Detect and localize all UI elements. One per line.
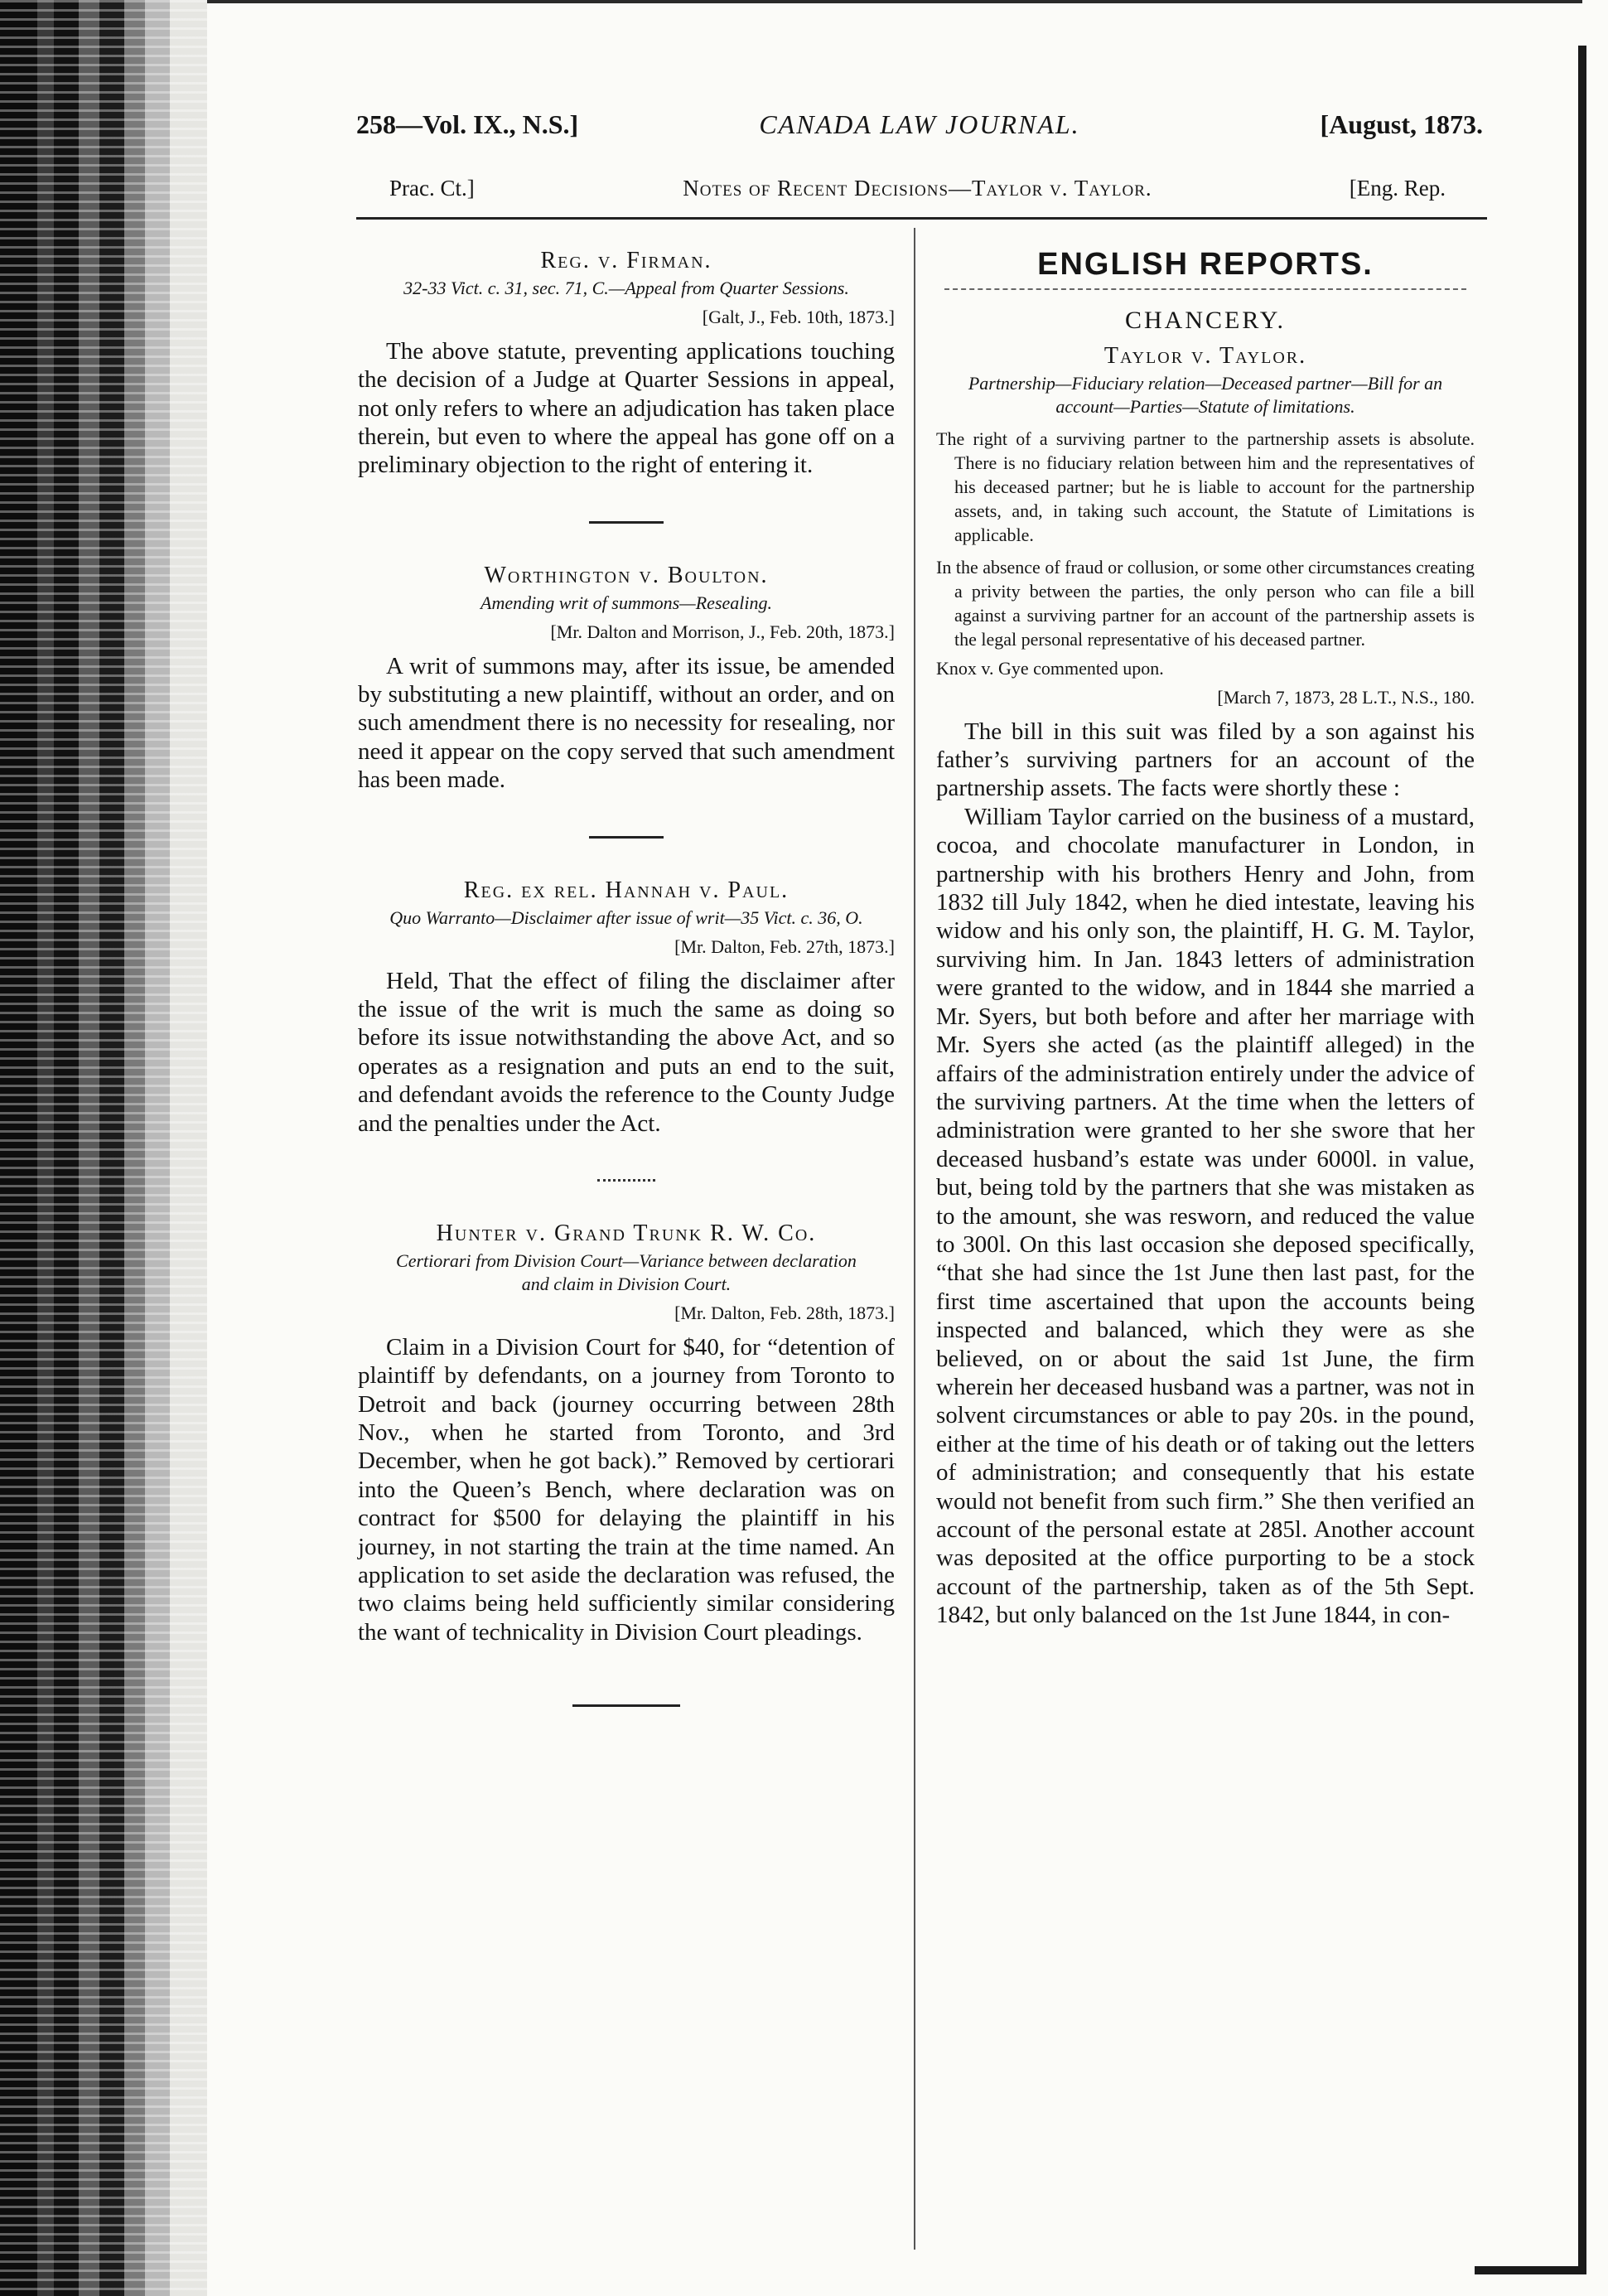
case-citation: [Mr. Dalton, Feb. 28th, 1873.] xyxy=(674,1303,895,1324)
english-reports-heading: ENGLISH REPORTS. xyxy=(1037,247,1374,282)
case-headnote: Amending writ of summons—Resealing. xyxy=(480,592,772,614)
case-reference: Knox v. Gye commented upon. xyxy=(936,658,1164,679)
column-divider xyxy=(914,228,915,2250)
case-body: Claim in a Division Court for $40, for “detention of plaintiff by defendants, on a journey from Toronto to Detroit and back (journey occurring between 28th Nov., when he started from Toronto, and 3rd December, when he got back).” Removed by certiorari into the Queen’s Bench, where declaration was on contract for $500 for delaying the plaintiff in his journey, in not starting the train at the time named. An application to set aside the declaration was refused, the two claims being held sufficiently similar considering the want of technicality in Division Court pleadings. xyxy=(358,1333,895,1646)
case-separator xyxy=(597,1179,655,1182)
page-top-edge xyxy=(207,0,1582,3)
court-heading: CHANCERY. xyxy=(1125,307,1286,335)
section-center: Notes of Recent Decisions—Taylor v. Taylor. xyxy=(683,176,1152,201)
case-body: A writ of summons may, after its issue, be amended by substituting a new plaintiff, without an order, and on such amendment there is no necessity for resealing, nor need it appear on the copy served that such amendment has been made. xyxy=(358,652,895,794)
case-title: Worthington v. Boulton. xyxy=(484,562,769,588)
case-citation: [Galt, J., Feb. 10th, 1873.] xyxy=(702,307,895,328)
section-right: [Eng. Rep. xyxy=(1349,176,1446,201)
case-body: Held, That the effect of filing the disclaimer after the issue of the writ is much the same as doing so before its issue notwithstanding the above Act, and so operates as a resignation and puts an end to the suit, and defendant avoids the reference to the County Judge and the penalties under the Act. xyxy=(358,967,895,1137)
holding-point: In the absence of fraud or collusion, or some other circumstances creating a privity between the parties, the only person who can file a bill against a surviving partner for an account of the partnership assets is the legal personal representative of his deceased partner. xyxy=(936,557,1475,650)
header-journal-title: CANADA LAW JOURNAL. xyxy=(759,109,1080,139)
right-column xyxy=(936,240,1475,1630)
header-volume: 258—Vol. IX., N.S.] xyxy=(356,109,579,139)
case-title: Hunter v. Grand Trunk R. W. Co. xyxy=(436,1220,817,1246)
case-body: The above statute, preventing applications touching the decision of a Judge at Quarter Sessions in appeal, not only refers to where an adjudication has taken place therein, but even to where the appeal has gone off on a preliminary objection to the right of entering it. xyxy=(358,337,895,479)
case-separator xyxy=(589,521,664,524)
heading-rule xyxy=(944,288,1466,290)
case-body: The bill in this suit was filed by a son against his father’s surviving partners for an account of the partnership assets. The facts were shortly these : xyxy=(936,718,1475,802)
case-headnote: Partnership—Fiduciary relation—Deceased partner—Bill for an account—Parties—Statute of limitations. xyxy=(968,373,1443,418)
case-headnote: 32-33 Vict. c. 31, sec. 71, C.—Appeal from Quarter Sessions. xyxy=(403,278,849,299)
case-title: Taylor v. Taylor. xyxy=(1103,342,1307,369)
case-separator xyxy=(589,836,664,839)
header-date: [August, 1873. xyxy=(1320,109,1483,139)
case-headnote: Quo Warranto—Disclaimer after issue of writ—35 Vict. c. 36, O. xyxy=(389,907,863,929)
page-bottom-edge xyxy=(1475,2266,1586,2274)
case-citation: [March 7, 1873, 28 L.T., N.S., 180. xyxy=(1217,687,1475,708)
case-headnote: Certiorari from Division Court—Variance between declaration and claim in Division Court. xyxy=(396,1250,857,1295)
section-left: Prac. Ct.] xyxy=(389,176,475,201)
case-title: Reg. ex rel. Hannah v. Paul. xyxy=(463,877,790,903)
header-rule xyxy=(356,217,1487,220)
column-end-rule xyxy=(572,1704,680,1707)
running-header xyxy=(356,109,1483,151)
case-body: William Taylor carried on the business of a mustard, cocoa, and chocolate manufacturer in London, in partnership with his brothers Henry and John, from 1832 till July 1842, when he died intestate, leaving his widow and his only son, the plaintiff, H. G. M. Taylor, surviving him. In Jan. 1843 letters of administration were granted to the widow, and in 1844 she married a Mr. Syers, but both before and after her marriage with Mr. Syers she acted (as the plaintiff alleged) in the affairs of the administration entirely under the advice of the surviving partners. At the time when the letters of administration were granted to her she swore that her deceased husband’s estate was under 6000l. in value, but, being told by the partners that she was mistaken as to the amount, she was resworn, and reduced the value to 300l. On this last occasion she deposed specifically, “that she had since the 1st June then last past, for the first time ascertained that upon the accounts being inspected and balanced, which they were as she believed, on or about the said 1st June, the firm wherein her deceased husband was a partner, was not in solvent circumstances or able to pay 20s. in the pound, either at the time of his death or of taking out the letters of administration; and consequently that his estate would not benefit from such firm.” She then verified an account of the personal estate at 285l. Another account was deposited at the office purporting to be a stock account of the partnership, taken as of the 5th Sept. 1842, but only balanced on the 1st June 1844, in con- xyxy=(936,803,1475,1629)
case-citation: [Mr. Dalton, Feb. 27th, 1873.] xyxy=(674,936,895,958)
left-column xyxy=(358,240,895,1707)
page-right-edge xyxy=(1578,46,1586,2274)
case-citation: [Mr. Dalton and Morrison, J., Feb. 20th, 1873.] xyxy=(550,621,895,643)
section-header xyxy=(389,176,1446,210)
holding-point: The right of a surviving partner to the partnership assets is absolute. There is no fiduciary relation between him and the representatives of his deceased partner; but he is liable to account for the partnership assets, and, in taking such account, the Statute of Limitations is applicable. xyxy=(936,428,1475,546)
case-title: Reg. v. Firman. xyxy=(540,248,712,273)
book-binding-edge xyxy=(0,0,207,2296)
